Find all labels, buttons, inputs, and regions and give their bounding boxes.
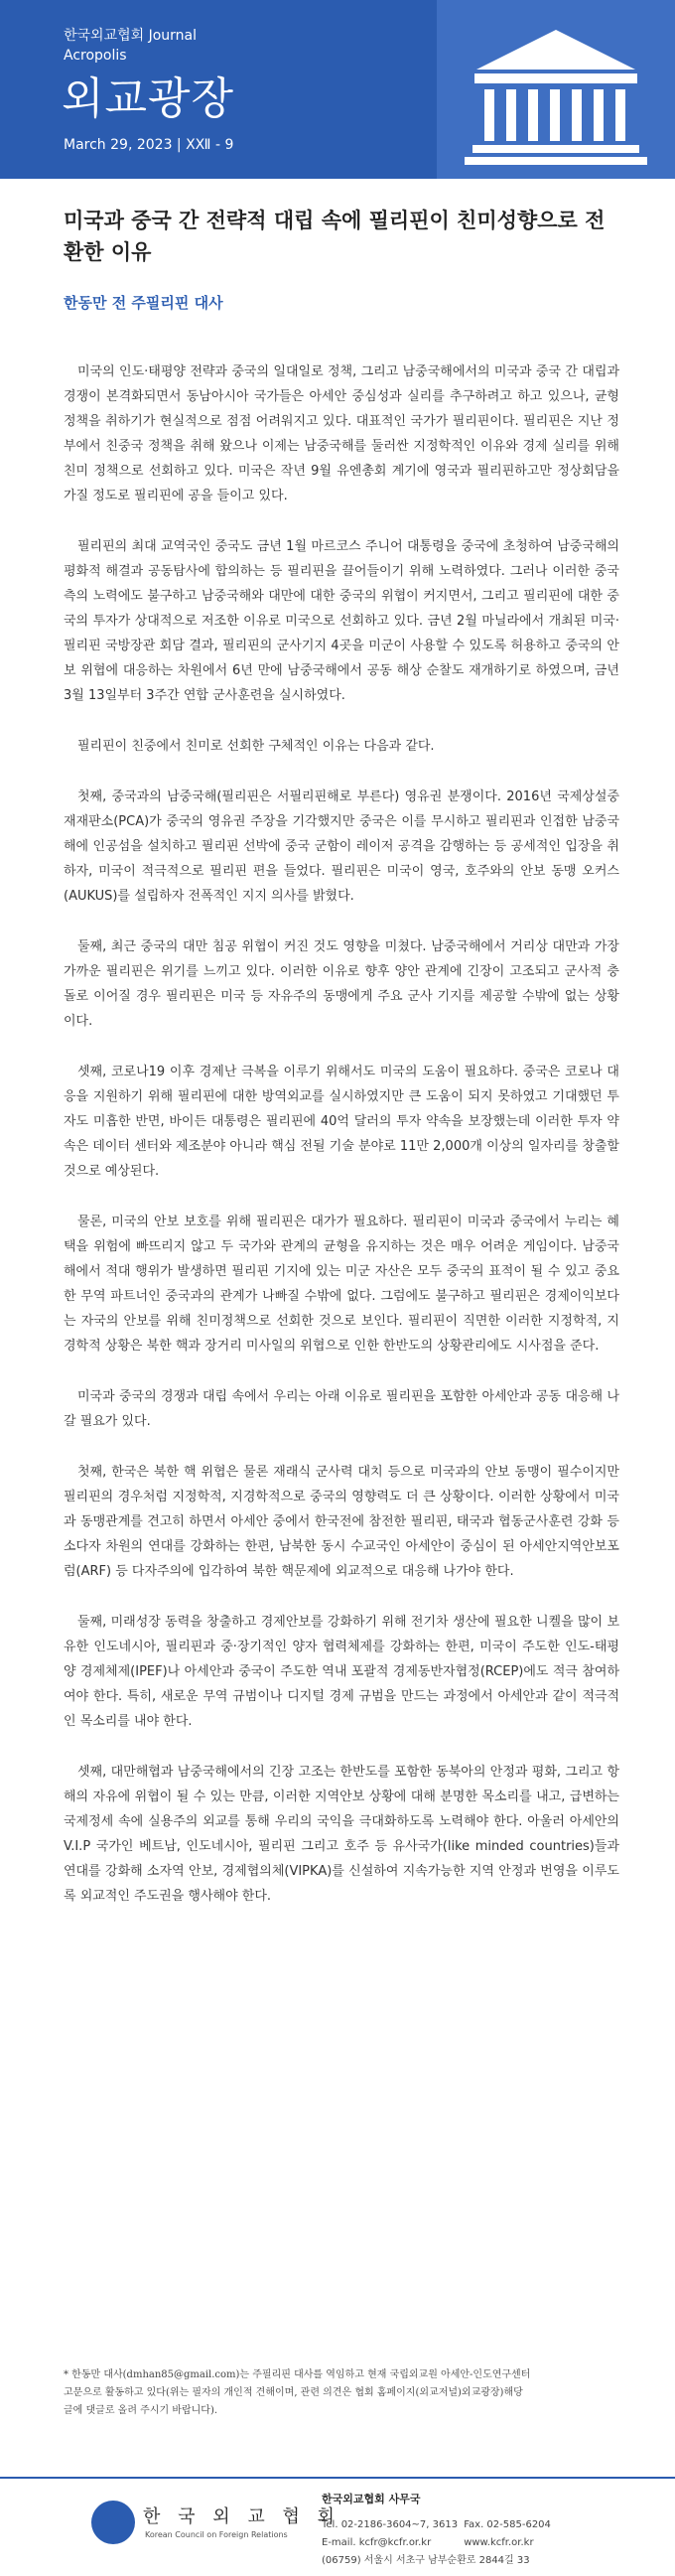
author-footnote: [64, 2366, 619, 2420]
article-paragraph: 첫째, 한국은 북한 핵 위협은 물론 재래식 군사력 대치 등으로 미국과의 안보 동맹이 필수이지만 필리핀의 경우처럼 지정학적, 지경학적으로 중국의 영향력도 더 큰 상황이다. 이러한 상황에서 미국과 동맹관계를 견고히 하면서 아세안 중에서 한국전에 참전한 필리핀, 태국과 협동군사훈련 강화 등 소다자 차원의 연대를 강화하는 한편, 남북한 동시 수교국인 아세안이 중심이 된 아세안지역안보포럼(ARF) 등 다자주의에 입각하여 북한 핵문제에 외교적으로 대응해 나가야 한다.: [64, 1465, 619, 1579]
journal-header: [0, 0, 675, 179]
contact-info: [322, 2491, 551, 2570]
journal-name: 한국외교협회 Journal: [64, 28, 198, 44]
acropolis-temple-icon: [437, 0, 675, 179]
email-link[interactable]: E-mail. kcfr@kcfr.or.kr: [322, 2537, 432, 2548]
org-name-ko: 한 국 외 교 협 회: [143, 2506, 340, 2527]
article-paragraph: 필리핀이 친중에서 친미로 선회한 구체적인 이유는 다음과 같다.: [77, 739, 435, 754]
article-paragraph: 셋째, 코로나19 이후 경제난 극복을 이루기 위해서도 미국의 도움이 필요하다. 중국은 코로나 대응을 지원하기 위해 필리핀에 대한 방역외교를 실시하였지만 큰 도움이 되지 못하였고 기대했던 투자도 미흡한 반면, 바이든 대통령은 필리핀에 40억 달러의 투자 약속을 보장했는데 이러한 투자 약속은 데이터 센터와 제조분야 아니라 핵심 전될 기술 분야로 11만 2,000개 이상의 일자리를 창출할 것으로 예상된다.: [64, 1065, 619, 1179]
article-paragraph: 셋째, 대만해협과 남중국해에서의 긴장 고조는 한반도를 포함한 동북아의 안정과 평화, 그리고 항해의 자유에 위협이 될 수 있는 만큼, 이러한 지역안보 상황에 대해 분명한 목소리를 내고, 급변하는 국제정세 속에 실용주의 외교를 통해 우리의 국익을 극대화하도록 노력해야 한다. 아울러 아세안의 V.I.P 국가인 베트남, 인도네시아, 필리핀 그리고 호주 등 유사국가(like minded countries)들과 연대를 강화해 소자역 안보, 경제협의체(VIPKA)를 신설하여 지속가능한 지역 안정과 번영을 이루도록 외교적인 주도권을 행사해야 한다.: [64, 1765, 619, 1904]
publication-title: 외교광장: [62, 73, 235, 124]
article-title: 미국과 중국 간 전략적 대립 속에 필리핀이 친미성향으로 전환한 이유: [64, 209, 606, 264]
fax-number: Fax. 02-585-6204: [464, 2519, 551, 2530]
kcfr-logo: [91, 2497, 340, 2556]
article-paragraph: 미국의 인도·태평양 전략과 중국의 일대일로 정책, 그리고 남중국해에서의 미국과 중국 간 대립과 경쟁이 본격화되면서 동남아시아 국가들은 아세안 중심성과 실리를 추구하려고 하고 있으나, 균형 정책을 취하기가 현실적으로 점점 어려워지고 있다. 대표적인 국가가 필리핀이다. 필리핀은 지난 정부에서 친중국 정책을 취해 왔으나 이제는 남중국해를 둘러싼 지정학적인 이유와 경제 실리를 위해 친미 정책으로 선회하고 있다. 미국은 작년 9월 유엔총회 계기에 영국과 필리핀하고만 정상회담을 가질 정도로 필리핀에 공을 들이고 있다.: [64, 364, 619, 503]
issue-date: March 29, 2023 | ⅩⅫ - 9: [64, 137, 234, 153]
footnote-line: 글에 댓글로 올려 주시기 바랍니다).: [64, 2405, 218, 2416]
footer-divider: [0, 2477, 675, 2479]
website-link[interactable]: www.kcfr.or.kr: [464, 2537, 534, 2548]
phone-number: Tel. 02-2186-3604~7, 3613: [322, 2519, 459, 2530]
article-author: 한동만 전 주필리핀 대사: [64, 294, 223, 312]
org-name-en: Korean Council on Foreign Relations: [145, 2530, 288, 2539]
footnote-line: * 한동만 대사(dmhan85@gmail.com)는 주필리핀 대사를 역임하고 현재 국립외교원 아세안-인도연구센터: [64, 2369, 531, 2380]
article-paragraph: 둘째, 최근 중국의 대만 침공 위협이 커진 것도 영향을 미쳤다. 남중국해에서 거리상 대만과 가장 가까운 필리핀은 위기를 느끼고 있다. 이러한 이유로 향후 양안 관계에 긴장이 고조되고 군사적 충돌로 이어질 경우 필리핀은 미국 등 자유주의 동맹에게 주요 군사 기지를 제공할 수밖에 없는 상황이다.: [64, 939, 619, 1029]
office-name: 한국외교협회 사무국: [322, 2493, 421, 2505]
article-paragraph: 물론, 미국의 안보 보호를 위해 필리핀은 대가가 필요하다. 필리핀이 미국과 중국에서 누리는 혜택을 위험에 빠뜨리지 않고 두 국가와 관계의 균형을 유지하는 것은 매우 어려운 게임이다. 남중국해에서 적대 행위가 발생하면 필리핀 기지에 있는 미군 자산은 모두 중국의 표적이 될 수 있고 중요한 무역 파트너인 중국과의 관계가 나빠질 수밖에 없다. 그럼에도 불구하고 필리핀은 경제이익보다는 자국의 안보를 위해 친미정책으로 선회한 것으로 보인다. 필리핀이 직면한 이러한 지정학적, 지경학적 상황은 북한 핵과 장거리 미사일의 위협으로 인한 한반도의 상황관리에도 시사점을 준다.: [64, 1215, 619, 1354]
footnote-line: 고문으로 활동하고 있다(위는 필자의 개인적 견해이며, 관련 의견은 협회 홈페이지(외교저널)외교광장)해당: [64, 2387, 523, 2398]
journal-subtitle: Acropolis: [64, 48, 127, 64]
article-paragraph: 첫째, 중국과의 남중국해(필리핀은 서필리핀해로 부른다) 영유권 분쟁이다. 2016년 국제상설중재재판소(PCA)가 중국의 영유권 주장을 기각했지만 중국은 이를 무시하고 필리핀과 인접한 남중국해에 인공섬을 설치하고 필리핀 선박에 중국 군함이 레이저 공격을 감행하는 등 공세적인 입장을 취하자, 미국이 적극적으로 필리핀 편을 들었다. 필리핀은 미국이 영국, 호주와의 안보 동맹 오커스(AUKUS)를 설립하자 전폭적인 지지 의사를 밝혔다.: [64, 789, 619, 904]
kcfr-seal-icon: [91, 2501, 135, 2544]
article-body: [64, 359, 619, 1934]
article-paragraph: 필리핀의 최대 교역국인 중국도 금년 1월 마르코스 주니어 대통령을 중국에 초청하여 남중국해의 평화적 해결과 공동탐사에 합의하는 등 필리핀을 끌어들이기 위해 노력하였다. 그러나 이러한 중국 측의 노력에도 불구하고 남중국해와 대만에 대한 중국의 위협이 커지면서, 그리고 필리핀에 대한 중국의 투자가 상대적으로 저조한 이유로 미국으로 선회하고 있다. 금년 2월 마닐라에서 개최된 미국·필리핀 국방장관 회담 결과, 필리핀의 군사기지 4곳을 미군이 사용할 수 있도록 허용하고 중국의 안보 위협에 대응하는 차원에서 6년 만에 남중국해에서 공동 해상 순찰도 재개하기로 하였으며, 금년 3월 13일부터 3주간 연합 군사훈련을 실시하였다.: [64, 539, 619, 703]
office-address: (06759) 서울시 서초구 남부순환로 2844길 33: [322, 2555, 530, 2566]
article-paragraph: 미국과 중국의 경쟁과 대립 속에서 우리는 아래 이유로 필리핀을 포함한 아세안과 공동 대응해 나갈 필요가 있다.: [64, 1389, 619, 1429]
article-paragraph: 둘째, 미래성장 동력을 창출하고 경제안보를 강화하기 위해 전기차 생산에 필요한 니켈을 많이 보유한 인도네시아, 필리핀과 중·장기적인 양자 협력체제를 강화하는 한편, 미국이 주도한 인도-태평양 경제체제(IPEF)나 아세안과 중국이 주도한 역내 포괄적 경제동반자협정(RCEP)에도 적극 참여하여야 한다. 특히, 새로운 무역 규범이나 디지털 경제 규범을 만드는 과정에서 아세안과 같이 적극적인 목소리를 내야 한다.: [64, 1615, 619, 1729]
